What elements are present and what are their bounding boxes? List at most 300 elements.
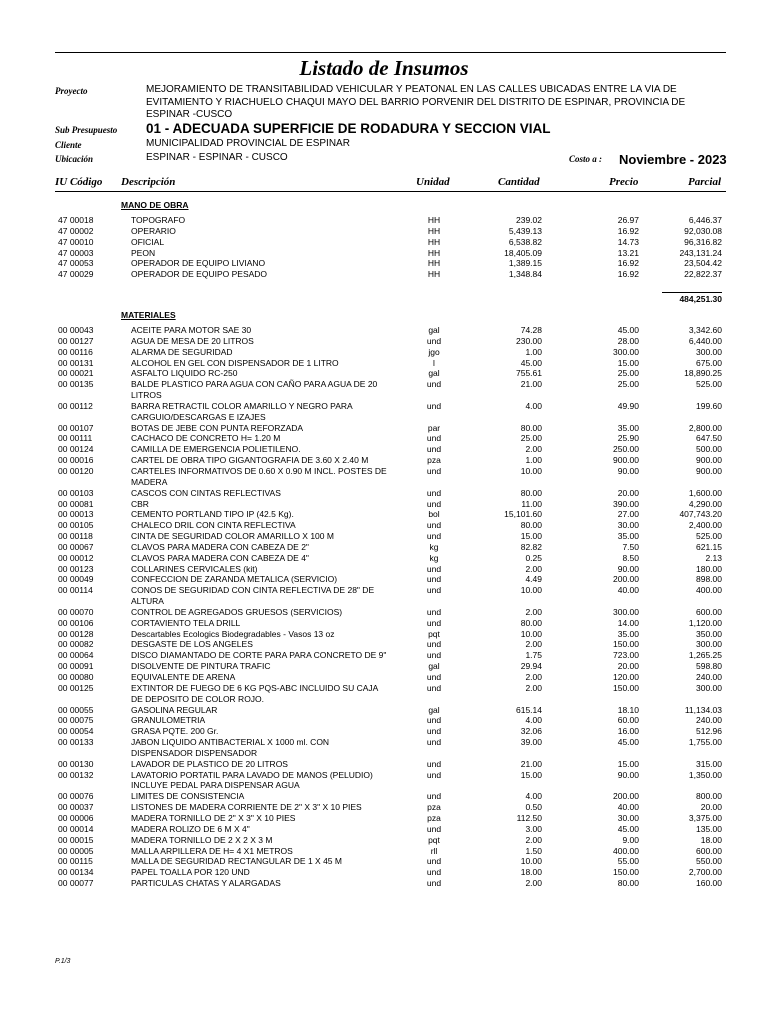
item-price: 40.00 xyxy=(617,585,639,596)
item-description: DISCO DIAMANTADO DE CORTE PARA PARA CONCRETO DE 9" xyxy=(131,650,387,661)
item-description: CBR xyxy=(131,498,149,509)
item-parcial: 675.00 xyxy=(696,357,722,368)
item-quantity: 21.00 xyxy=(520,379,542,390)
item-parcial: 315.00 xyxy=(696,758,722,769)
col-header-code: IU Código xyxy=(55,176,103,188)
item-code: 00 00133 xyxy=(58,737,94,748)
item-unit: gal xyxy=(428,661,440,672)
item-quantity: 2.00 xyxy=(525,672,542,682)
item-parcial: 2,400.00 xyxy=(688,520,722,531)
col-header-qty: Cantidad xyxy=(498,176,540,188)
sub-presupuesto-label: Sub Presupuesto xyxy=(55,125,118,135)
table-row xyxy=(0,824,768,835)
item-quantity: 4.00 xyxy=(525,400,542,411)
table-row xyxy=(0,433,768,444)
item-code: 00 00021 xyxy=(58,368,94,379)
table-row xyxy=(0,520,768,531)
item-unit: pza xyxy=(427,802,441,813)
item-unit: und xyxy=(426,682,442,693)
table-row xyxy=(0,542,768,553)
cliente-label: Cliente xyxy=(55,140,82,150)
item-code: 00 00012 xyxy=(58,552,94,563)
item-description: MADERA ROLIZO DE 6 M X 4" xyxy=(131,823,250,834)
item-description: OFICIAL xyxy=(131,236,165,247)
item-code: 00 00124 xyxy=(58,444,94,455)
table-row xyxy=(0,358,768,369)
item-quantity: 5,439.13 xyxy=(508,225,542,236)
item-unit: und xyxy=(426,617,442,628)
table-row xyxy=(0,629,768,640)
item-unit: und xyxy=(426,400,442,411)
costo-label: Costo a : xyxy=(569,154,603,164)
item-price: 250.00 xyxy=(613,444,639,455)
item-unit: kg xyxy=(429,552,439,563)
item-parcial: 23,504.42 xyxy=(684,258,722,269)
item-description: CINTA DE SEGURIDAD COLOR AMARILLO X 100 M xyxy=(131,531,334,542)
item-price: 150.00 xyxy=(613,639,639,650)
col-header-parcial: Parcial xyxy=(688,176,721,188)
item-price: 723.00 xyxy=(613,650,639,661)
section-materiales: MATERIALES xyxy=(121,310,176,320)
item-parcial: 20.00 xyxy=(700,802,722,813)
item-parcial: 300.00 xyxy=(696,682,722,693)
item-description: ALCOHOL EN GEL CON DISPENSADOR DE 1 LITRO xyxy=(131,357,339,368)
table-row xyxy=(0,444,768,455)
item-quantity: 230.00 xyxy=(516,335,542,346)
item-unit: l xyxy=(433,357,435,368)
item-quantity: 6,538.82 xyxy=(508,236,542,247)
item-price: 40.00 xyxy=(617,802,639,813)
item-price: 200.00 xyxy=(613,791,639,802)
cliente-value: MUNICIPALIDAD PROVINCIAL DE ESPINAR xyxy=(146,138,350,149)
item-description: LAVADOR DE PLASTICO DE 20 LITROS xyxy=(131,758,288,769)
item-parcial: 160.00 xyxy=(696,878,722,889)
item-quantity: 11.00 xyxy=(521,498,542,509)
item-code: 00 00131 xyxy=(58,357,94,368)
item-code: 00 00120 xyxy=(58,465,94,476)
item-price: 35.00 xyxy=(617,531,639,542)
item-unit: und xyxy=(426,715,442,726)
item-description: EQUIVALENTE DE ARENA xyxy=(131,672,236,682)
item-quantity: 21.00 xyxy=(520,758,542,769)
table-row xyxy=(0,759,768,770)
item-code: 00 00016 xyxy=(58,455,94,466)
item-price: 150.00 xyxy=(613,867,639,878)
table-row xyxy=(0,878,768,889)
item-price: 120.00 xyxy=(613,672,639,682)
item-code: 47 00003 xyxy=(58,247,94,258)
item-unit: und xyxy=(426,726,442,737)
item-price: 14.73 xyxy=(617,236,639,247)
item-parcial: 96,316.82 xyxy=(684,236,722,247)
item-description: DISOLVENTE DE PINTURA TRAFIC xyxy=(131,661,271,672)
item-unit: gal xyxy=(428,368,440,379)
item-price: 25.00 xyxy=(617,379,639,390)
item-unit: und xyxy=(426,487,442,498)
item-parcial: 300.00 xyxy=(696,346,722,357)
item-unit: HH xyxy=(427,258,441,269)
table-row xyxy=(0,813,768,824)
item-unit: gal xyxy=(428,704,440,715)
item-price: 45.00 xyxy=(617,823,639,834)
item-unit: und xyxy=(426,520,442,531)
item-description: CEMENTO PORTLAND TIPO IP (42.5 Kg). xyxy=(131,509,294,520)
table-row xyxy=(0,846,768,857)
item-price: 27.00 xyxy=(617,509,639,520)
item-code: 00 00103 xyxy=(58,487,94,498)
item-price: 16.92 xyxy=(617,225,639,236)
item-parcial: 525.00 xyxy=(696,379,722,390)
item-quantity: 10.00 xyxy=(520,856,542,867)
item-quantity: 2.00 xyxy=(525,606,542,617)
item-unit: pqt xyxy=(428,628,440,639)
item-code: 00 00037 xyxy=(58,802,94,813)
table-row xyxy=(0,856,768,867)
item-code: 00 00015 xyxy=(58,834,94,845)
item-parcial: 300.00 xyxy=(696,639,722,650)
item-unit: und xyxy=(426,444,442,455)
item-unit: bol xyxy=(428,509,440,520)
item-parcial: 92,030.08 xyxy=(684,225,722,236)
item-price: 13.21 xyxy=(617,247,639,258)
item-parcial: 400.00 xyxy=(696,585,722,596)
table-row xyxy=(0,401,768,423)
item-unit: jgo xyxy=(428,346,440,357)
item-price: 30.00 xyxy=(617,812,639,823)
item-unit: und xyxy=(426,856,442,867)
item-price: 35.00 xyxy=(617,628,639,639)
col-header-desc: Descripción xyxy=(121,176,176,188)
item-quantity: 74.28 xyxy=(520,325,542,335)
item-price: 900.00 xyxy=(613,455,639,466)
item-parcial: 2.13 xyxy=(705,552,722,563)
item-quantity: 29.94 xyxy=(520,661,542,672)
table-row xyxy=(0,531,768,542)
item-unit: gal xyxy=(428,325,440,335)
item-price: 26.97 xyxy=(617,215,639,225)
item-description: CHALECO DRIL CON CINTA REFLECTIVA xyxy=(131,520,296,531)
item-description: CASCOS CON CINTAS REFLECTIVAS xyxy=(131,487,281,498)
item-unit: und xyxy=(426,758,442,769)
table-row xyxy=(0,705,768,716)
item-parcial: 6,440.00 xyxy=(688,335,722,346)
item-unit: und xyxy=(426,867,442,878)
item-unit: und xyxy=(426,379,442,390)
item-price: 25.90 xyxy=(617,433,639,444)
item-code: 00 00127 xyxy=(58,335,94,346)
item-description: AGUA DE MESA DE 20 LITROS xyxy=(131,335,254,346)
table-row xyxy=(0,269,768,280)
item-quantity: 0.25 xyxy=(525,552,542,563)
item-price: 300.00 xyxy=(613,606,639,617)
page-title: Listado de Insumos xyxy=(299,56,469,80)
item-description: GRANULOMETRIA xyxy=(131,715,206,726)
table-row xyxy=(0,737,768,759)
item-code: 00 00064 xyxy=(58,650,94,661)
item-description: EXTINTOR DE FUEGO DE 6 KG PQS-ABC INCLUIDO SU CAJA DE DEPOSITO DE COLOR ROJO. xyxy=(131,682,378,704)
item-description: COLLARINES CERVICALES (kit) xyxy=(131,563,258,574)
item-description: ACEITE PARA MOTOR SAE 30 xyxy=(131,325,252,335)
item-quantity: 2.00 xyxy=(525,834,542,845)
item-parcial: 243,131.24 xyxy=(679,247,722,258)
item-code: 00 00118 xyxy=(58,531,93,542)
ubicacion-label: Ubicación xyxy=(55,154,93,164)
item-parcial: 800.00 xyxy=(696,791,722,802)
table-row xyxy=(0,347,768,358)
item-description: PAPEL TOALLA POR 120 UND xyxy=(131,867,250,878)
item-quantity: 112.50 xyxy=(516,812,542,823)
table-row xyxy=(0,325,768,336)
item-unit: pza xyxy=(427,812,441,823)
item-parcial: 350.00 xyxy=(696,628,722,639)
item-price: 8.50 xyxy=(622,552,639,563)
item-parcial: 1,350.00 xyxy=(688,769,722,780)
item-unit: und xyxy=(426,606,442,617)
item-code: 00 00123 xyxy=(58,563,94,574)
item-description: GASOLINA REGULAR xyxy=(131,704,218,715)
col-header-unit: Unidad xyxy=(416,176,450,188)
item-description: CONTROL DE AGREGADOS GRUESOS (SERVICIOS) xyxy=(131,606,343,617)
item-description: CARTELES INFORMATIVOS DE 0.60 X 0.90 M INCL. POSTES DE MADERA xyxy=(131,465,387,487)
item-description: CARTEL DE OBRA TIPO GIGANTOGRAFIA DE 3.60 X 2.40 M xyxy=(131,455,369,466)
item-code: 00 00091 xyxy=(58,661,94,672)
item-price: 16.92 xyxy=(617,258,639,269)
table-row xyxy=(0,379,768,401)
item-unit: und xyxy=(426,563,442,574)
table-row xyxy=(0,585,768,607)
mano-de-obra-table xyxy=(0,215,768,280)
table-row xyxy=(0,248,768,259)
item-code: 00 00055 xyxy=(58,704,94,715)
table-row xyxy=(0,607,768,618)
item-parcial: 180.00 xyxy=(696,563,722,574)
item-price: 150.00 xyxy=(613,682,639,693)
item-description: CAMILLA DE EMERGENCIA POLIETILENO. xyxy=(131,444,301,455)
item-description: CACHACO DE CONCRETO H= 1.20 M xyxy=(131,433,281,444)
item-quantity: 15.00 xyxy=(520,531,542,542)
item-unit: und xyxy=(426,791,442,802)
item-parcial: 898.00 xyxy=(696,574,722,585)
table-row xyxy=(0,726,768,737)
item-price: 14.00 xyxy=(617,617,639,628)
item-code: 00 00014 xyxy=(58,823,94,834)
item-price: 45.00 xyxy=(617,325,639,335)
mano-de-obra-subtotal: 484,251.30 xyxy=(662,292,722,304)
item-quantity: 755.61 xyxy=(516,368,542,379)
top-rule xyxy=(55,52,726,53)
item-code: 00 00111 xyxy=(58,433,93,444)
item-description: BOTAS DE JEBE CON PUNTA REFORZADA xyxy=(131,422,304,433)
item-unit: pqt xyxy=(428,834,440,845)
item-price: 9.00 xyxy=(622,834,639,845)
table-row xyxy=(0,336,768,347)
item-parcial: 22,822.37 xyxy=(684,269,722,280)
item-price: 60.00 xyxy=(617,715,639,726)
table-row xyxy=(0,802,768,813)
table-row xyxy=(0,661,768,672)
item-description: OPERARIO xyxy=(131,225,176,236)
item-code: 00 00115 xyxy=(58,856,93,867)
item-price: 35.00 xyxy=(617,422,639,433)
item-unit: HH xyxy=(427,215,441,225)
item-quantity: 1,348.84 xyxy=(508,269,542,280)
item-parcial: 1,120.00 xyxy=(688,617,722,628)
item-code: 00 00107 xyxy=(58,422,94,433)
item-description: OPERADOR DE EQUIPO PESADO xyxy=(131,269,268,280)
item-code: 00 00112 xyxy=(58,400,93,411)
item-parcial: 11,134.03 xyxy=(684,704,722,715)
item-quantity: 15.00 xyxy=(520,769,542,780)
item-parcial: 2,800.00 xyxy=(688,422,722,433)
item-unit: und xyxy=(426,574,442,585)
item-quantity: 1.75 xyxy=(525,650,542,661)
item-quantity: 10.00 xyxy=(520,628,542,639)
table-row xyxy=(0,683,768,705)
page-number: P.1/3 xyxy=(55,958,71,965)
costo-value: Noviembre - 2023 xyxy=(619,152,727,167)
item-code: 00 00070 xyxy=(58,606,94,617)
item-code: 00 00116 xyxy=(58,346,93,357)
item-description: LAVATORIO PORTATIL PARA LAVADO DE MANOS (PELUDIO) INCLUYE PEDAL PARA DISPENSAR AGUA xyxy=(131,769,373,791)
item-description: CLAVOS PARA MADERA CON CABEZA DE 2" xyxy=(131,541,309,552)
table-row xyxy=(0,791,768,802)
table-row xyxy=(0,553,768,564)
item-code: 00 00114 xyxy=(58,585,93,596)
item-description: OPERADOR DE EQUIPO LIVIANO xyxy=(131,258,266,269)
table-row xyxy=(0,237,768,248)
item-description: MALLA DE SEGURIDAD RECTANGULAR DE 1 X 45 M xyxy=(131,856,342,867)
item-price: 49.90 xyxy=(617,400,639,411)
table-row xyxy=(0,672,768,683)
table-row xyxy=(0,639,768,650)
item-description: LISTONES DE MADERA CORRIENTE DE 2" X 3" X 10 PIES xyxy=(131,802,362,813)
table-row xyxy=(0,618,768,629)
item-quantity: 3.00 xyxy=(525,823,542,834)
item-parcial: 18.00 xyxy=(700,834,722,845)
item-quantity: 1.00 xyxy=(525,346,542,357)
item-parcial: 900.00 xyxy=(696,465,722,476)
item-price: 15.00 xyxy=(617,758,639,769)
item-quantity: 2.00 xyxy=(525,639,542,650)
table-row xyxy=(0,715,768,726)
item-quantity: 18,405.09 xyxy=(504,247,542,258)
item-description: CLAVOS PARA MADERA CON CABEZA DE 4" xyxy=(131,552,309,563)
item-description: ALARMA DE SEGURIDAD xyxy=(131,346,233,357)
item-price: 390.00 xyxy=(613,498,639,509)
item-code: 00 00080 xyxy=(58,672,94,682)
item-parcial: 2,700.00 xyxy=(688,867,722,878)
item-price: 45.00 xyxy=(617,737,639,748)
item-price: 400.00 xyxy=(613,845,639,856)
table-row xyxy=(0,226,768,237)
item-quantity: 80.00 xyxy=(520,520,542,531)
item-price: 28.00 xyxy=(617,335,639,346)
item-parcial: 600.00 xyxy=(696,606,722,617)
section-mano-de-obra: MANO DE OBRA xyxy=(121,200,189,210)
table-row xyxy=(0,258,768,269)
item-quantity: 2.00 xyxy=(525,682,542,693)
item-price: 300.00 xyxy=(613,346,639,357)
item-quantity: 615.14 xyxy=(516,704,542,715)
header-rule xyxy=(55,191,726,192)
item-quantity: 18.00 xyxy=(520,867,542,878)
item-quantity: 2.00 xyxy=(525,878,542,889)
item-price: 90.00 xyxy=(617,563,639,574)
item-code: 00 00106 xyxy=(58,617,94,628)
sub-presupuesto-value: 01 - ADECUADA SUPERFICIE DE RODADURA Y SECCION VIAL xyxy=(146,121,551,136)
item-parcial: 240.00 xyxy=(696,715,722,726)
item-description: TOPOGRAFO xyxy=(131,215,186,225)
item-code: 00 00077 xyxy=(58,878,94,889)
item-code: 00 00076 xyxy=(58,791,94,802)
item-parcial: 600.00 xyxy=(696,845,722,856)
item-unit: und xyxy=(426,639,442,650)
item-unit: HH xyxy=(427,236,441,247)
item-code: 00 00128 xyxy=(58,628,94,639)
item-quantity: 32.06 xyxy=(520,726,542,737)
table-row xyxy=(0,215,768,226)
item-quantity: 4.00 xyxy=(525,715,542,726)
item-description: MADERA TORNILLO DE 2 X 2 X 3 M xyxy=(131,834,273,845)
item-price: 16.92 xyxy=(617,269,639,280)
item-price: 15.00 xyxy=(617,357,639,368)
item-code: 00 00135 xyxy=(58,379,94,390)
item-code: 00 00005 xyxy=(58,845,94,856)
item-description: GRASA PQTE. 200 Gr. xyxy=(131,726,219,737)
item-unit: und xyxy=(426,465,442,476)
item-description: MADERA TORNILLO DE 2" X 3" X 10 PIES xyxy=(131,812,296,823)
item-quantity: 25.00 xyxy=(520,433,542,444)
item-parcial: 18,890.25 xyxy=(684,368,722,379)
item-price: 90.00 xyxy=(617,465,639,476)
item-unit: und xyxy=(426,769,442,780)
table-row xyxy=(0,368,768,379)
item-parcial: 6,446.37 xyxy=(688,215,722,225)
item-quantity: 4.49 xyxy=(525,574,542,585)
item-quantity: 10.00 xyxy=(520,585,542,596)
item-unit: und xyxy=(426,650,442,661)
item-price: 25.00 xyxy=(617,368,639,379)
col-header-price: Precio xyxy=(609,176,639,188)
item-unit: und xyxy=(426,823,442,834)
item-code: 47 00053 xyxy=(58,258,94,269)
item-parcial: 900.00 xyxy=(696,455,722,466)
item-code: 00 00043 xyxy=(58,325,94,335)
item-code: 00 00130 xyxy=(58,758,94,769)
item-description: ASFALTO LIQUIDO RC-250 xyxy=(131,368,238,379)
item-code: 47 00010 xyxy=(58,236,94,247)
item-unit: und xyxy=(426,335,442,346)
table-row xyxy=(0,574,768,585)
item-price: 90.00 xyxy=(617,769,639,780)
item-description: BALDE PLASTICO PARA AGUA CON CAÑO PARA AGUA DE 20 LITROS xyxy=(131,379,378,401)
item-quantity: 2.00 xyxy=(525,563,542,574)
item-code: 00 00132 xyxy=(58,769,94,780)
item-description: MALLA ARPILLERA DE H= 4 X1 METROS xyxy=(131,845,293,856)
table-row xyxy=(0,466,768,488)
item-quantity: 1,389.15 xyxy=(508,258,542,269)
ubicacion-value: ESPINAR - ESPINAR - CUSCO xyxy=(146,152,288,163)
item-parcial: 3,342.60 xyxy=(688,325,722,335)
item-quantity: 4.00 xyxy=(525,791,542,802)
item-quantity: 1.50 xyxy=(525,845,542,856)
item-quantity: 2.00 xyxy=(525,444,542,455)
item-quantity: 39.00 xyxy=(520,737,542,748)
item-parcial: 1,600.00 xyxy=(688,487,722,498)
proyecto-line: MEJORAMIENTO DE TRANSITABILIDAD VEHICULAR Y PEATONAL EN LAS CALLES UBICADAS ENTRE LA VIA DE xyxy=(146,84,677,95)
item-parcial: 240.00 xyxy=(696,672,722,682)
item-price: 55.00 xyxy=(617,856,639,867)
